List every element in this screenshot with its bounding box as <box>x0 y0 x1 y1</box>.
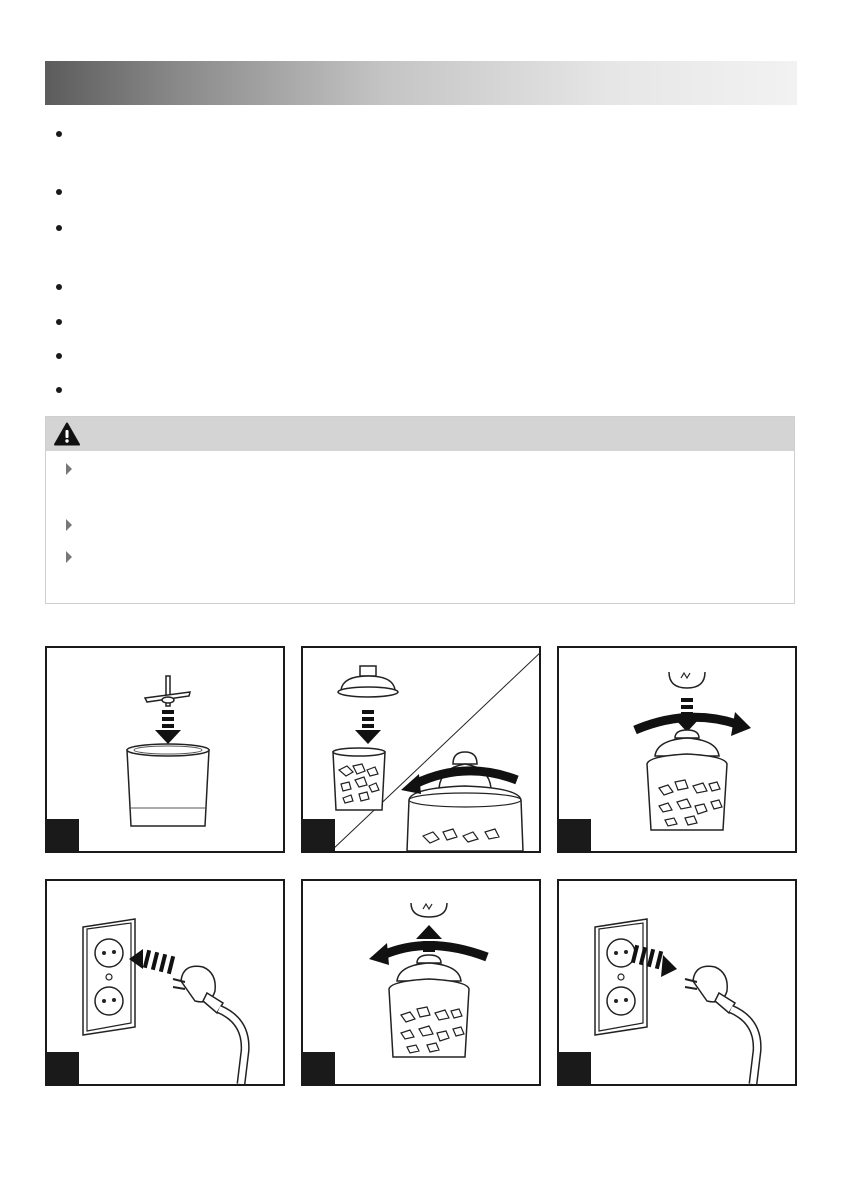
step-panel-2 <box>301 646 541 853</box>
step-number-badge <box>559 819 591 851</box>
step-number-badge <box>303 1052 335 1084</box>
step-number-badge <box>47 1052 79 1084</box>
step-panel-1 <box>45 646 285 853</box>
list-bullet <box>56 353 62 359</box>
step-panel-5 <box>301 879 541 1086</box>
list-bullet <box>56 284 62 290</box>
list-bullet <box>56 189 62 195</box>
step-panel-6 <box>557 879 797 1086</box>
step-number-badge <box>559 1052 591 1084</box>
blade-insert-illustration <box>47 648 283 851</box>
step-panel-4 <box>45 879 285 1086</box>
motor-attach-illustration <box>559 648 795 851</box>
list-bullet <box>56 225 62 231</box>
step-panel-3 <box>557 646 797 853</box>
motor-remove-illustration <box>303 881 539 1084</box>
step-number-badge <box>303 819 335 851</box>
unplug-illustration <box>559 881 795 1084</box>
list-bullet <box>56 387 62 393</box>
list-bullet <box>56 131 62 137</box>
section-header-bar <box>45 61 797 105</box>
warning-arrow-bullet <box>66 519 72 531</box>
warning-box <box>45 416 795 604</box>
lid-place-illustration <box>303 648 539 851</box>
warning-arrow-bullet <box>66 463 72 475</box>
warning-arrow-bullet <box>66 551 72 563</box>
step-number-badge <box>47 819 79 851</box>
list-bullet <box>56 319 62 325</box>
plug-in-illustration <box>47 881 283 1084</box>
warning-header <box>46 417 794 451</box>
warning-triangle-icon <box>54 422 80 446</box>
